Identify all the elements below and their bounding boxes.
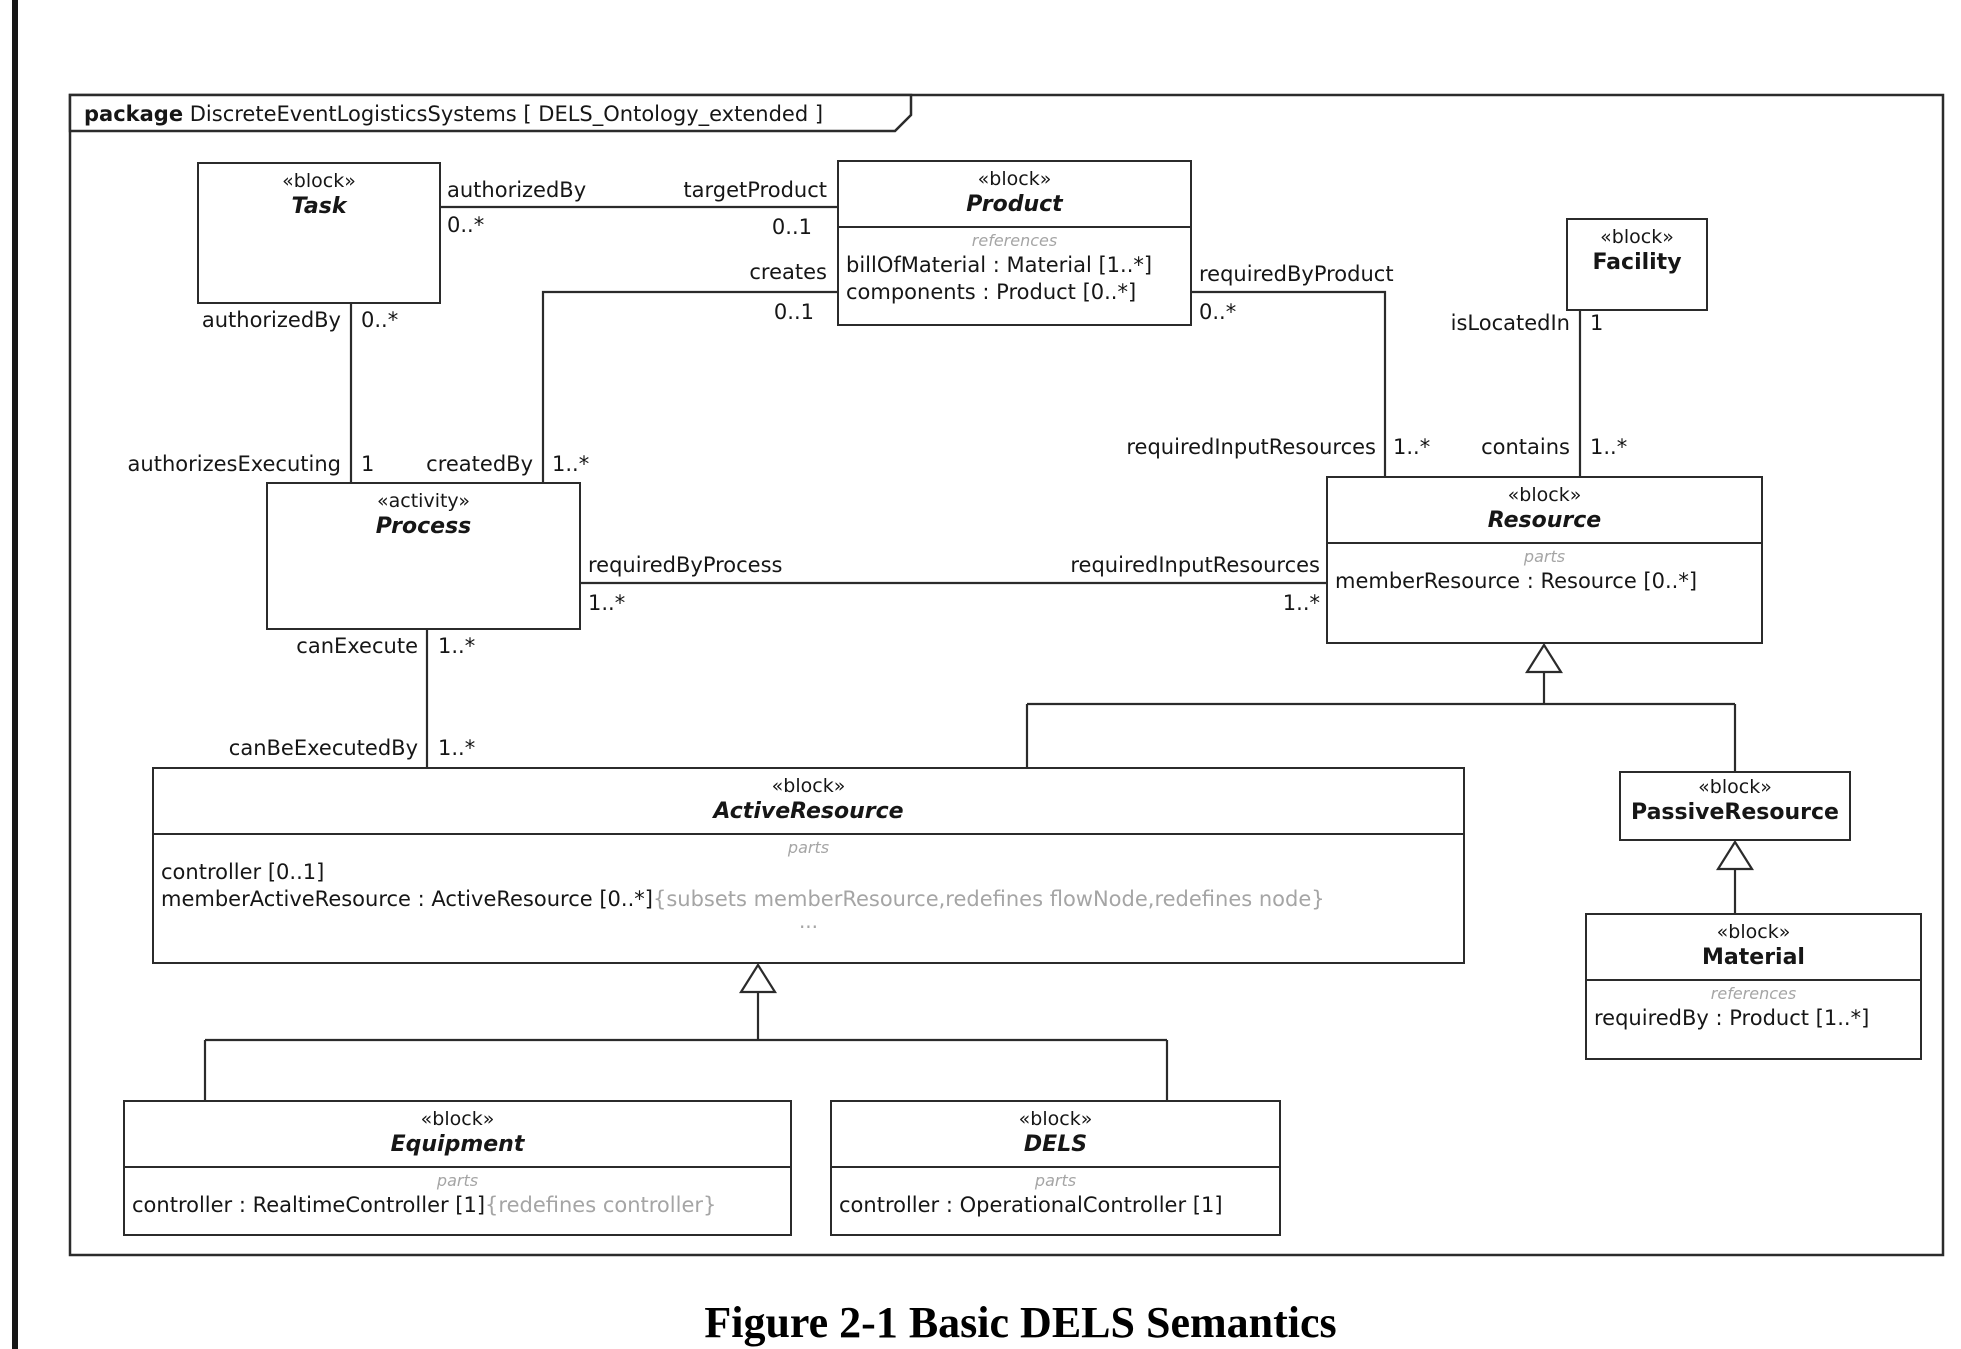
label-process-activeresource-mult-b: 1..* bbox=[438, 736, 476, 760]
block-process bbox=[266, 482, 581, 630]
label-process-activeresource-role-a: canExecute bbox=[296, 634, 418, 658]
compartment-label: references bbox=[971, 230, 1058, 250]
block-equipment-compartment bbox=[125, 1166, 790, 1234]
label-process-resource-mult-b: 1..* bbox=[1282, 591, 1320, 615]
attribute-memberResource: memberResource : Resource [0..*] bbox=[1335, 568, 1698, 593]
label-process-product-mult-a: 0..1 bbox=[773, 300, 814, 324]
compartment-label: parts bbox=[436, 1170, 479, 1190]
block-product-compartment bbox=[839, 226, 1190, 324]
page-edge-line bbox=[12, 0, 18, 1349]
label-process-resource-role-a: requiredByProcess bbox=[588, 553, 783, 577]
block-process-stereotype: «activity» bbox=[377, 490, 470, 512]
figure-caption: Figure 2-1 Basic DELS Semantics bbox=[704, 1298, 1337, 1347]
block-equipment-name: Equipment bbox=[390, 1132, 525, 1158]
label-task-product-mult-a: 0..* bbox=[447, 213, 485, 237]
block-passive-resource-title bbox=[1621, 773, 1849, 834]
block-task-title bbox=[199, 164, 439, 228]
block-product-title bbox=[839, 162, 1190, 226]
block-active-resource-name: ActiveResource bbox=[713, 799, 904, 825]
generalization-arrow-passiveresource bbox=[1718, 842, 1752, 869]
block-equipment-title bbox=[125, 1102, 790, 1166]
package-keyword: package bbox=[84, 102, 184, 126]
block-passive-resource-stereotype: «block» bbox=[1698, 776, 1772, 798]
more-ellipsis: ... bbox=[798, 908, 819, 933]
attribute-requiredBy: requiredBy : Product [1..*] bbox=[1594, 1005, 1870, 1030]
label-task-process-mult-a: 0..* bbox=[361, 308, 399, 332]
block-active-resource bbox=[152, 767, 1465, 964]
label-process-activeresource-mult-a: 1..* bbox=[438, 634, 476, 658]
block-dels-stereotype: «block» bbox=[1018, 1108, 1093, 1130]
compartment-label: parts bbox=[787, 837, 830, 857]
attribute-controller: controller [0..1] bbox=[161, 859, 325, 884]
compartment-label: parts bbox=[1034, 1170, 1077, 1190]
label-process-activeresource-role-b: canBeExecutedBy bbox=[228, 736, 418, 760]
label-product-resource-mult-a: 0..* bbox=[1199, 300, 1237, 324]
block-equipment bbox=[123, 1100, 792, 1236]
block-task-name: Task bbox=[291, 194, 347, 220]
block-resource-stereotype: «block» bbox=[1507, 484, 1582, 506]
block-product-name: Product bbox=[966, 192, 1063, 218]
block-product bbox=[837, 160, 1192, 326]
block-facility-title bbox=[1568, 220, 1706, 284]
label-facility-resource-role-b: contains bbox=[1481, 435, 1570, 459]
attribute-memberActiveResource: memberActiveResource : ActiveResource [0..*]{subsets memberResource,redefines flowNode,redefines node} bbox=[161, 887, 1325, 912]
label-product-resource-role-b: requiredInputResources bbox=[1126, 435, 1376, 459]
block-active-resource-stereotype: «block» bbox=[771, 775, 846, 797]
block-product-stereotype: «block» bbox=[977, 168, 1052, 190]
compartment-label: parts bbox=[1523, 546, 1566, 566]
block-resource-name: Resource bbox=[1487, 508, 1602, 534]
compartment-label: references bbox=[1710, 983, 1797, 1003]
block-active-resource-compartment bbox=[154, 833, 1463, 962]
attribute-billOfMaterial: billOfMaterial : Material [1..*] bbox=[846, 252, 1153, 277]
label-process-product-mult-b: 1..* bbox=[552, 452, 590, 476]
label-task-process-mult-b: 1 bbox=[361, 452, 375, 476]
block-material-title bbox=[1587, 915, 1920, 979]
label-task-product-role-a: authorizedBy bbox=[447, 178, 587, 202]
block-dels bbox=[830, 1100, 1281, 1236]
block-passive-resource-name: PassiveResource bbox=[1631, 800, 1839, 826]
block-resource bbox=[1326, 476, 1763, 644]
label-task-process-role-a: authorizedBy bbox=[201, 308, 341, 332]
block-equipment-stereotype: «block» bbox=[420, 1108, 495, 1130]
label-product-resource-role-a: requiredByProduct bbox=[1199, 262, 1394, 286]
block-facility-name: Facility bbox=[1592, 250, 1682, 276]
label-facility-resource-mult-a: 1 bbox=[1590, 311, 1604, 335]
block-resource-title bbox=[1328, 478, 1761, 542]
label-facility-resource-mult-b: 1..* bbox=[1590, 435, 1628, 459]
block-passive-resource bbox=[1619, 771, 1851, 841]
block-dels-name: DELS bbox=[1023, 1132, 1088, 1158]
generalization-arrow-activeresource bbox=[741, 965, 775, 992]
block-material bbox=[1585, 913, 1922, 1060]
label-process-resource-role-b: requiredInputResources bbox=[1070, 553, 1320, 577]
block-material-stereotype: «block» bbox=[1716, 921, 1791, 943]
block-facility-stereotype: «block» bbox=[1600, 226, 1674, 248]
block-active-resource-title bbox=[154, 769, 1463, 833]
label-product-resource-mult-b: 1..* bbox=[1393, 435, 1431, 459]
block-task-stereotype: «block» bbox=[282, 170, 356, 192]
block-resource-compartment bbox=[1328, 542, 1761, 642]
label-process-product-role-a: creates bbox=[749, 260, 827, 284]
block-facility bbox=[1566, 218, 1708, 311]
block-material-compartment bbox=[1587, 979, 1920, 1058]
block-dels-title bbox=[832, 1102, 1279, 1166]
attribute-components: components : Product [0..*] bbox=[846, 280, 1137, 305]
label-task-product-mult-b: 0..1 bbox=[771, 215, 812, 239]
block-process-title bbox=[268, 484, 579, 548]
label-process-resource-mult-a: 1..* bbox=[588, 591, 626, 615]
label-facility-resource-role-a: isLocatedIn bbox=[1450, 311, 1570, 335]
label-task-product-role-b: targetProduct bbox=[683, 178, 827, 202]
package-label bbox=[84, 102, 823, 126]
label-process-product-role-b: createdBy bbox=[426, 452, 533, 476]
block-dels-compartment bbox=[832, 1166, 1279, 1234]
package-title: DiscreteEventLogisticsSystems [ DELS_Ontology_extended ] bbox=[189, 102, 824, 126]
label-task-process-role-b: authorizesExecuting bbox=[127, 452, 341, 476]
generalization-to-resource bbox=[1027, 672, 1735, 771]
block-process-name: Process bbox=[375, 514, 472, 540]
block-material-name: Material bbox=[1702, 945, 1805, 971]
generalization-arrow-resource bbox=[1527, 645, 1561, 672]
block-task bbox=[197, 162, 441, 304]
generalization-to-activeresource bbox=[205, 992, 1167, 1100]
attribute-controller-operational: controller : OperationalController [1] bbox=[839, 1192, 1223, 1217]
attribute-controller-realtime: controller : RealtimeController [1]{redefines controller} bbox=[132, 1192, 717, 1217]
